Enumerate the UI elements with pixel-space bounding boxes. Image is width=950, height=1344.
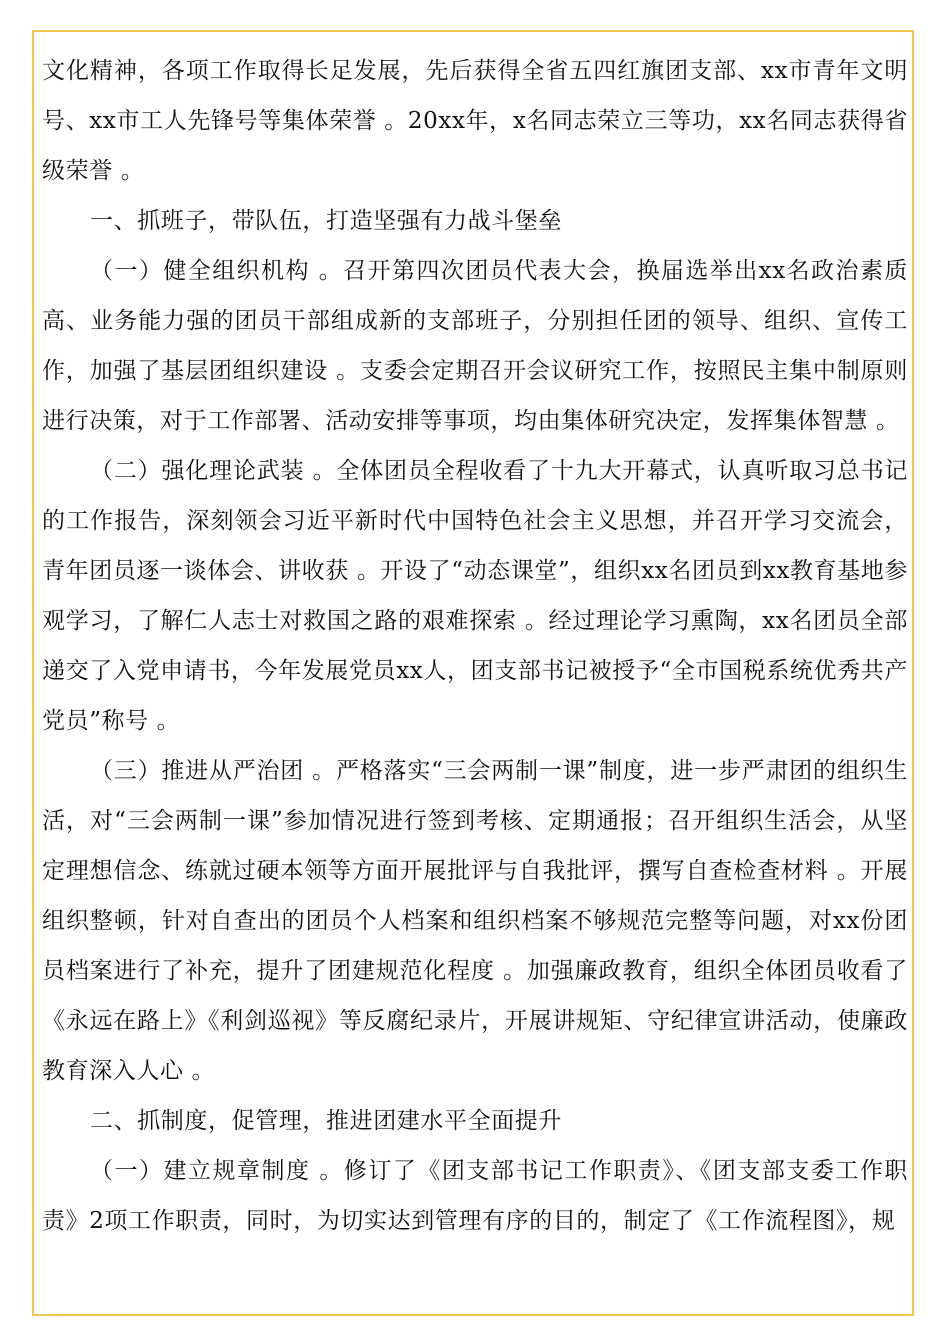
section-heading-2: 二、抓制度，促管理，推进团建水平全面提升: [90, 1108, 562, 1134]
paragraph-rules: （一）建立规章制度 。修订了《团支部书记工作职责》、《团支部支委工作职责》2项工作职责，同时，为切实达到管理有序的目的，制定了《工作流程图》，规: [42, 1158, 908, 1234]
paragraph-continuation: 文化精神，各项工作取得长足发展，先后获得全省五四红旗团支部、xx市青年文明号、xx市工人先锋号等集体荣誉 。20xx年，x名同志荣立三等功，xx名同志获得省级荣誉 。: [42, 58, 908, 184]
paragraph-theory: （二）强化理论武装 。全体团员全程收看了十九大开幕式，认真听取习总书记的工作报告，深刻领会习近平新时代中国特色社会主义思想，并召开学习交流会，青年团员逐一谈体会、讲收获 。开设了“动态课堂”，组织xx名团员到xx教育基地参观学习，了解仁人志士对救国之路的艰难探索 。经过理论学习熏陶，xx名团员全部递交了入党申请书，今年发展党员xx人，团支部书记被授予“全市国税系统优秀共产党员”称号 。: [42, 458, 908, 734]
document-body: [42, 46, 908, 1246]
paragraph-discipline: （三）推进从严治团 。严格落实“三会两制一课”制度，进一步严肃团的组织生活，对“三会两制一课”参加情况进行签到考核、定期通报；召开组织生活会，从坚定理想信念、练就过硬本领等方面开展批评与自我批评，撰写自查检查材料 。开展组织整顿，针对自查出的团员个人档案和组织档案不够规范完整等问题，对xx份团员档案进行了补充，提升了团建规范化程度 。加强廉政教育，组织全体团员收看了《永远在路上》《利剑巡视》等反腐纪录片，开展讲规矩、守纪律宣讲活动，使廉政教育深入人心 。: [42, 758, 908, 1084]
paragraph-organization: （一）健全组织机构 。召开第四次团员代表大会，换届选举出xx名政治素质高、业务能力强的团员干部组成新的支部班子，分别担任团的领导、组织、宣传工作，加强了基层团组织建设 。支委会定期召开会议研究工作，按照民主集中制原则进行决策，对于工作部署、活动安排等事项，均由集体研究决定，发挥集体智慧 。: [42, 258, 908, 434]
section-heading-1: 一、抓班子，带队伍，打造坚强有力战斗堡垒: [90, 208, 562, 234]
